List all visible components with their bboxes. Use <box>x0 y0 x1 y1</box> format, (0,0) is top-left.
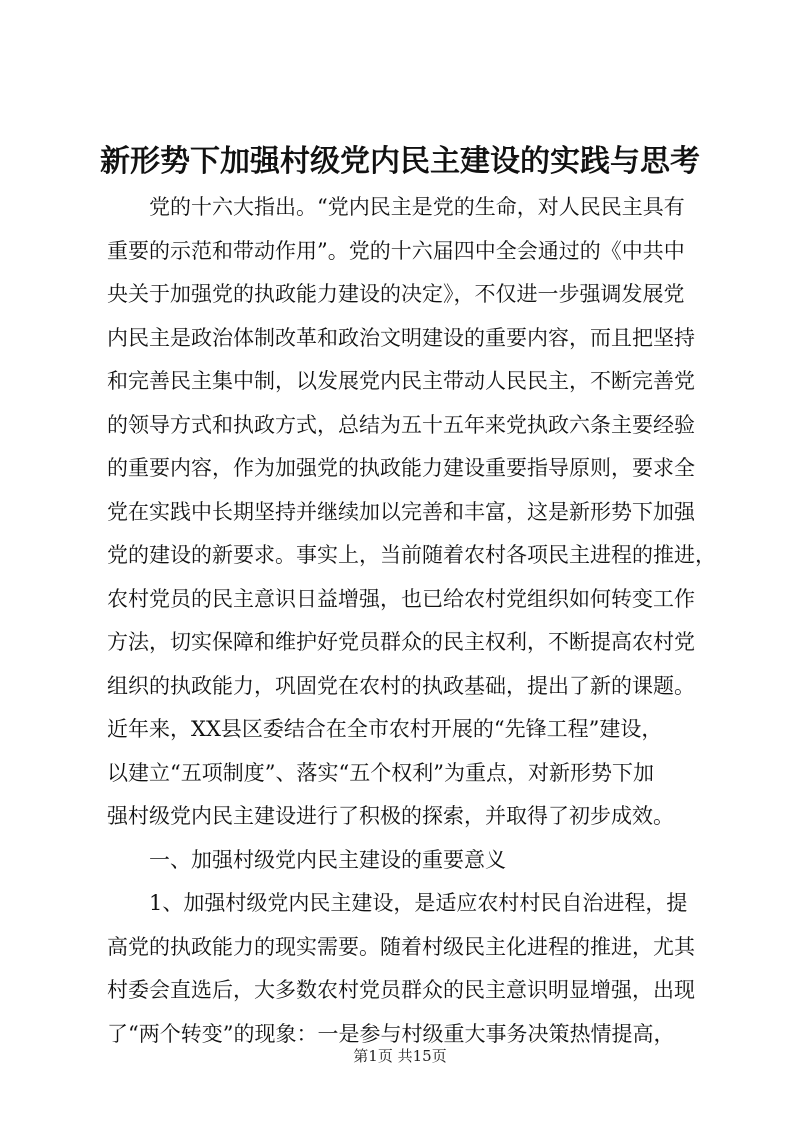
paragraph-line: 了“两个转变”的现象：一是参与村级重大事务决策热情提高， <box>107 1021 675 1046</box>
paragraph-line: 近年来，XX县区委结合在全市农村开展的“先锋工程”建设， <box>107 717 663 741</box>
paragraph-line: 央关于加强党的执政能力建设的决定》，不仅进一步强调发展党 <box>107 282 685 306</box>
paragraph-line: 高党的执政能力的现实需要。随着村级民主化进程的推进，尤其 <box>107 934 695 959</box>
paragraph-line: 和完善民主集中制，以发展党内民主带动人民民主，不断完善党 <box>107 369 695 393</box>
paragraph-line: 党在实践中长期坚持并继续加以完善和丰富，这是新形势下加强 <box>107 499 695 524</box>
paragraph-line: 农村党员的民主意识日益增强，也已给农村党组织如何转变工作 <box>107 586 695 611</box>
paragraph-line: 以建立“五项制度”、落实“五个权利”为重点，对新形势下加 <box>107 760 654 785</box>
paragraph-line: 村委会直选后，大多数农村党员群众的民主意识明显增强，出现 <box>107 978 695 1002</box>
paragraph-line: 强村级党内民主建设进行了积极的探索，并取得了初步成效。 <box>107 804 674 828</box>
page-footer: 第1页 共15页 <box>353 1047 447 1065</box>
paragraph-line: 内民主是政治体制改革和政治文明建设的重要内容，而且把坚持 <box>107 325 695 350</box>
paragraph-line: 组织的执政能力，巩固党在农村的执政基础，提出了新的课题。 <box>107 673 695 698</box>
document-title: 新形势下加强村级党内民主建设的实践与思考 <box>100 144 700 179</box>
paragraph-line: 的领导方式和执政方式，总结为五十五年来党执政六条主要经验 <box>107 412 695 437</box>
paragraph-line: 1、加强村级党内民主建设，是适应农村村民自治进程，提 <box>149 891 688 915</box>
paragraph-line: 党的建设的新要求。事实上，当前随着农村各项民主进程的推进， <box>107 543 716 567</box>
paragraph-line: 方法，切实保障和维护好党员群众的民主权利，不断提高农村党 <box>107 630 695 654</box>
paragraph-line: 重要的示范和带动作用”。党的十六届四中全会通过的《中共中 <box>107 238 685 263</box>
paragraph-line: 的重要内容，作为加强党的执政能力建设重要指导原则，要求全 <box>107 456 695 480</box>
section-heading: 一、加强村级党内民主建设的重要意义 <box>149 847 506 872</box>
paragraph-line: 党的十六大指出。“党内民主是党的生命，对人民民主具有 <box>149 195 685 219</box>
document-body <box>107 186 716 1056</box>
